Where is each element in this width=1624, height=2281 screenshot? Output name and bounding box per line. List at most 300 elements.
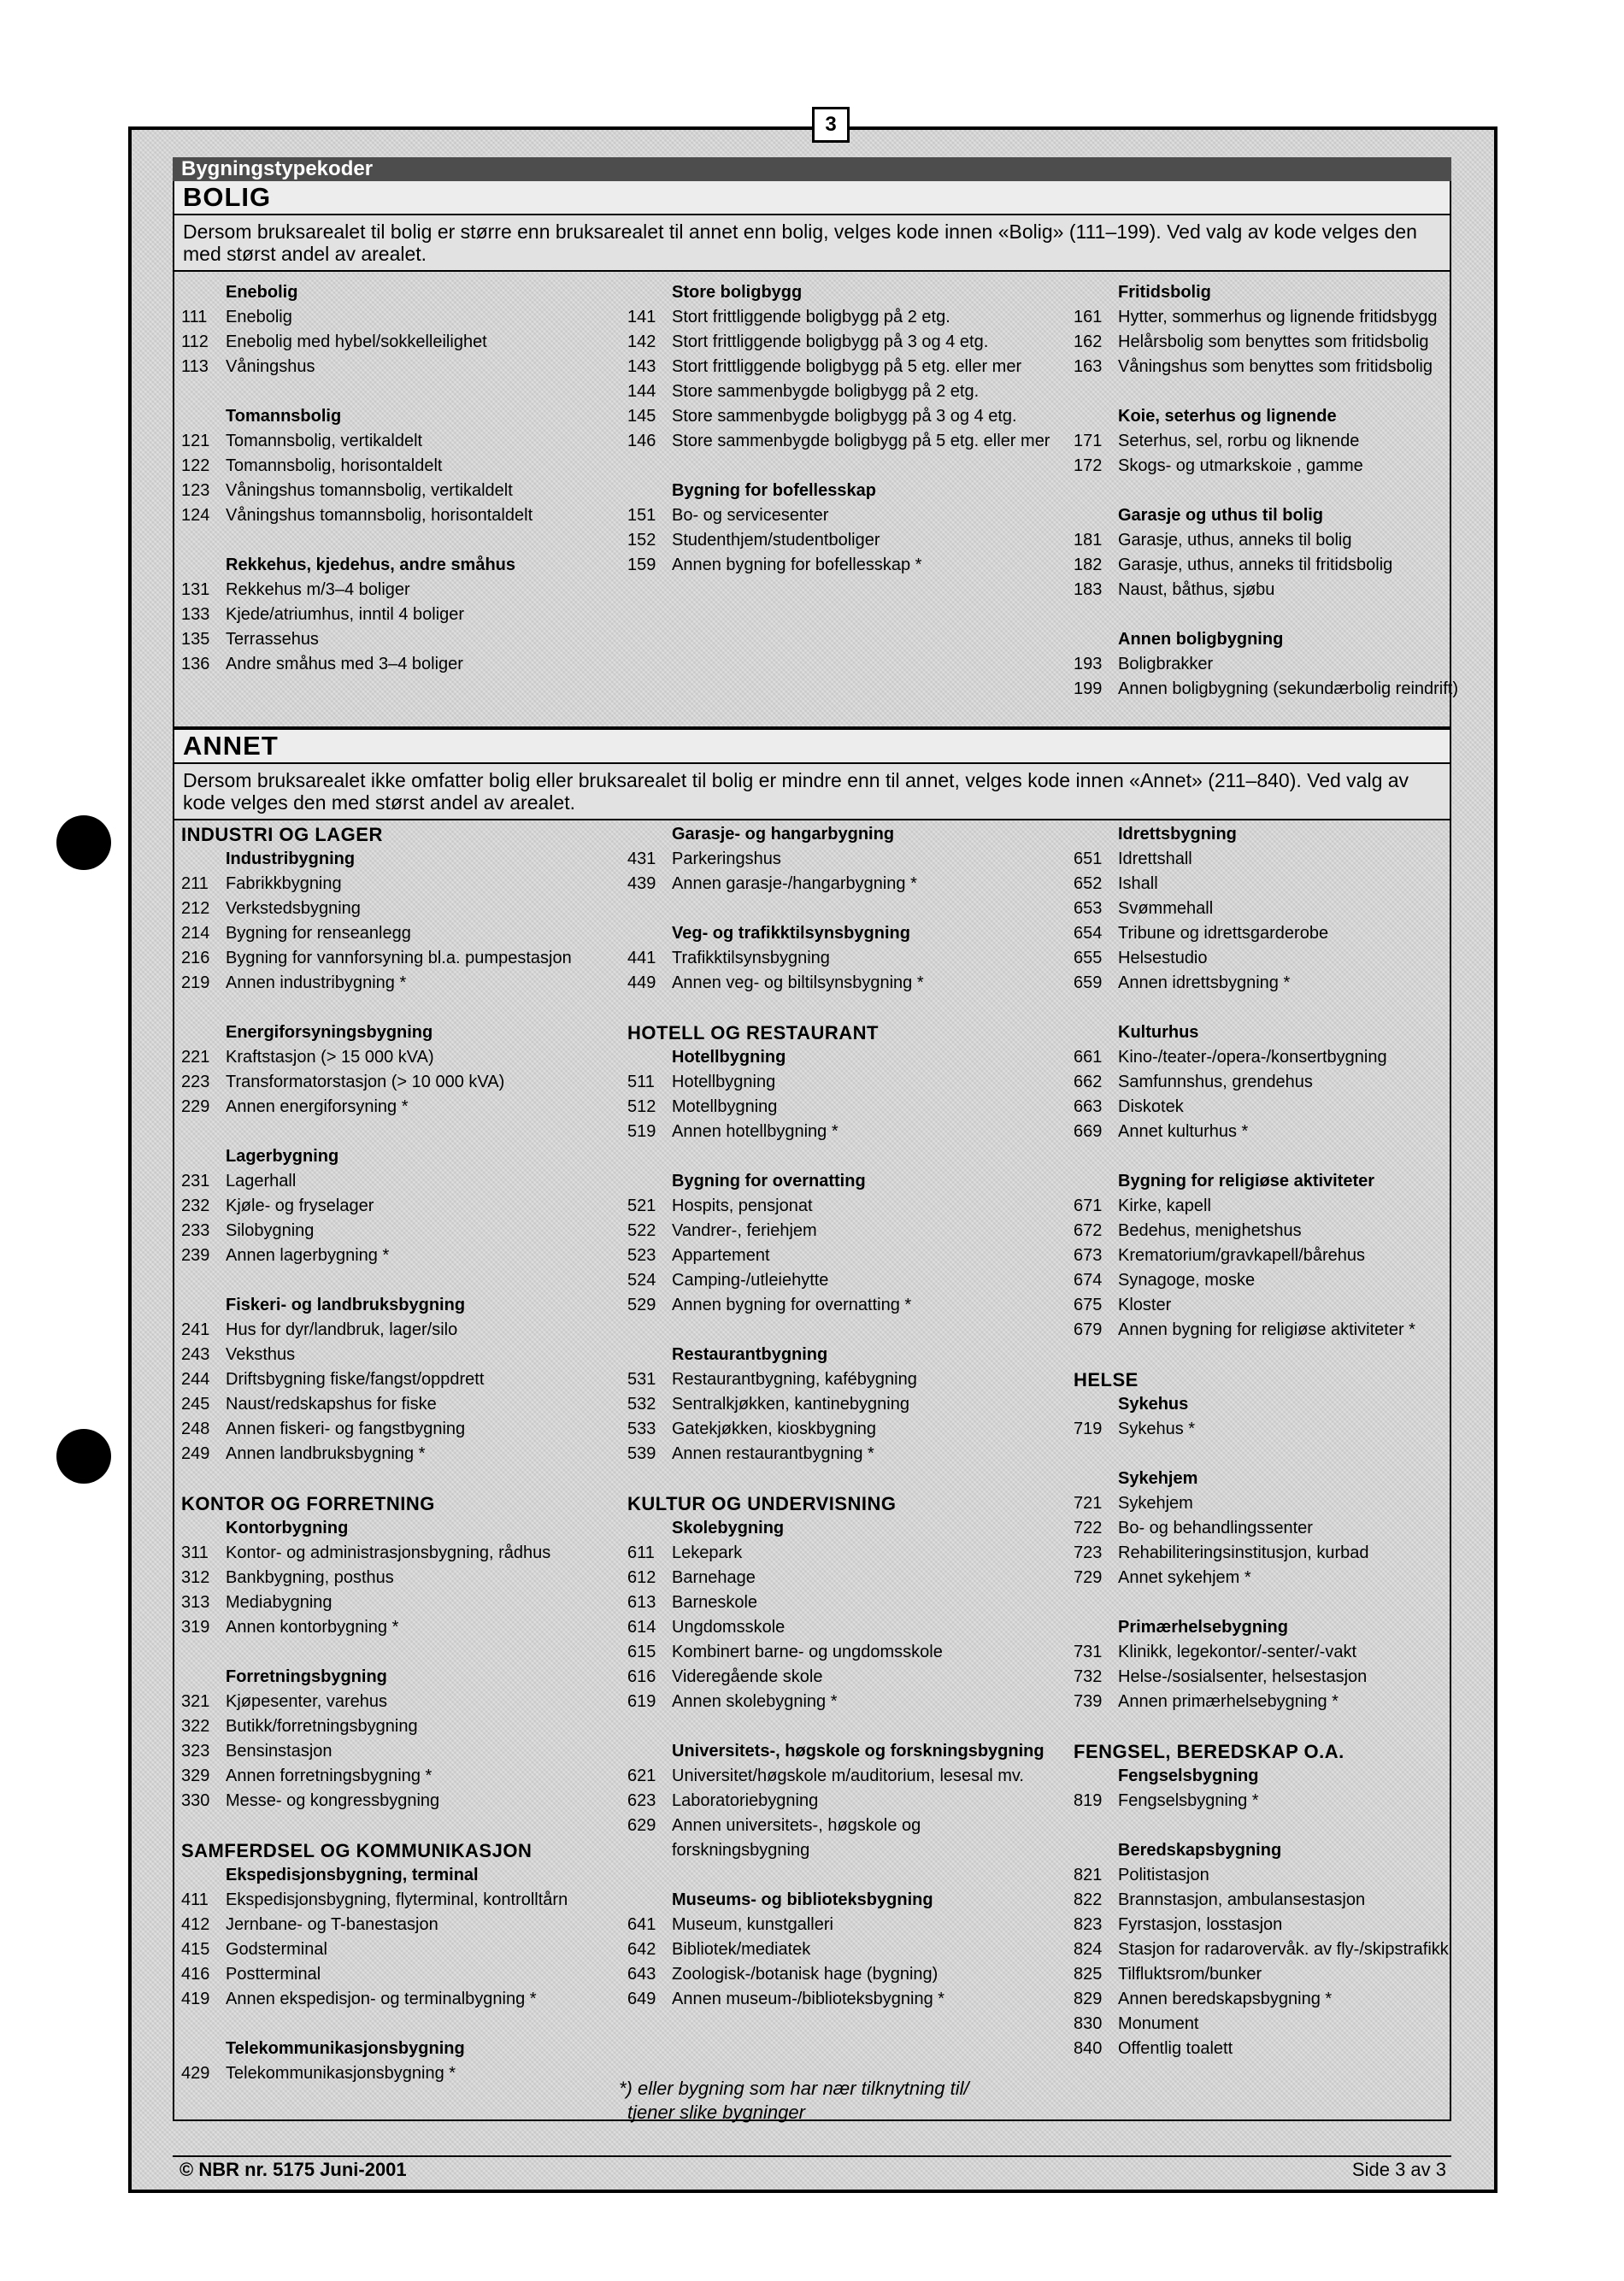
building-code: 719 [1074, 1420, 1103, 1438]
building-type-label: Offentlig toalett [1118, 2039, 1233, 2058]
building-code: 159 [627, 556, 656, 574]
building-type-label: Bankbygning, posthus [226, 1568, 394, 1587]
building-type-label: Naust/redskapshus for fiske [226, 1395, 437, 1414]
building-code: 721 [1074, 1494, 1103, 1513]
building-code: 823 [1074, 1915, 1103, 1934]
code-row [181, 971, 572, 996]
code-row [181, 921, 572, 946]
building-type-label: Garasje, uthus, anneks til fritidsbolig [1118, 556, 1393, 574]
building-code: 732 [1074, 1667, 1103, 1686]
code-row [181, 1714, 572, 1739]
code-row [1074, 1937, 1449, 1962]
building-code: 612 [627, 1568, 656, 1587]
building-type-label: Gatekjøkken, kioskbygning [672, 1420, 877, 1438]
code-row [181, 1169, 572, 1194]
building-type-label: Videregående skole [672, 1667, 823, 1686]
building-code: 524 [627, 1271, 656, 1290]
building-type-label: Verkstedsbygning [226, 899, 361, 918]
building-type-label: Lagerhall [226, 1172, 297, 1190]
building-code: 653 [1074, 899, 1103, 918]
building-code: 322 [181, 1717, 210, 1736]
code-row [181, 872, 572, 897]
building-type-label: Boligbrakker [1118, 655, 1214, 673]
building-type-label: Driftsbygning fiske/fangst/oppdrett [226, 1370, 485, 1389]
building-code: 143 [627, 357, 656, 376]
code-row [627, 1987, 1044, 2012]
building-code: 532 [627, 1395, 656, 1414]
building-type-label: Bibliotek/mediatek [672, 1940, 811, 1959]
building-type-label: Annen bygning for bofellesskap * [672, 556, 922, 574]
building-code: 329 [181, 1767, 210, 1785]
code-row [1074, 1690, 1449, 1714]
code-row [627, 1095, 1044, 1120]
code-row [181, 1417, 572, 1442]
building-type-label: Laboratoriebygning [672, 1791, 819, 1810]
code-row [627, 1640, 1044, 1665]
building-code: 669 [1074, 1122, 1103, 1141]
building-code: 663 [1074, 1097, 1103, 1116]
building-type-label: Bedehus, menighetshus [1118, 1221, 1302, 1240]
building-code: 523 [627, 1246, 656, 1265]
code-row [1074, 2037, 1449, 2061]
code-row [627, 1541, 1044, 1566]
group-heading: Primærhelsebygning [1118, 1618, 1288, 1637]
group-heading: Kulturhus [1118, 1023, 1199, 1042]
building-code: 674 [1074, 1271, 1103, 1290]
building-type-label: Garasje, uthus, anneks til bolig [1118, 531, 1352, 550]
code-row [181, 1590, 572, 1615]
building-type-label: Monument [1118, 2014, 1199, 2033]
building-type-label: Stasjon for radarovervåk. av fly-/skipstrafikk [1118, 1940, 1449, 1959]
building-code: 511 [627, 1073, 655, 1091]
code-row [1074, 872, 1449, 897]
building-type-label: Kjede/atriumhus, inntil 4 boliger [226, 605, 465, 624]
code-row [181, 603, 533, 627]
building-code: 330 [181, 1791, 210, 1810]
code-row [627, 1268, 1044, 1293]
group-heading: Koie, seterhus og lignende [1118, 407, 1337, 426]
code-row [1074, 1268, 1449, 1293]
building-type-label: Sentralkjøkken, kantinebygning [672, 1395, 909, 1414]
group-heading: Hotellbygning [672, 1048, 786, 1067]
building-type-label: Kjøpesenter, varehus [226, 1692, 387, 1711]
footnote-line-2: tjener slike bygninger [627, 2102, 805, 2123]
building-code: 221 [181, 1048, 210, 1067]
code-row [1074, 1491, 1449, 1516]
code-row [1074, 1095, 1449, 1120]
spacer [1074, 996, 1449, 1020]
building-code: 312 [181, 1568, 210, 1587]
category-heading: KULTUR OG UNDERVISNING [627, 1493, 897, 1514]
building-type-label: Tilfluktsrom/bunker [1118, 1965, 1262, 1984]
code-row [1074, 1219, 1449, 1243]
code-row [627, 1442, 1044, 1467]
building-code: 729 [1074, 1568, 1103, 1587]
building-code: 519 [627, 1122, 656, 1141]
building-code: 152 [627, 531, 656, 550]
group-heading: Forretningsbygning [226, 1667, 387, 1686]
building-type-label: Fyrstasjon, losstasjon [1118, 1915, 1283, 1934]
code-row [1074, 1045, 1449, 1070]
code-row [1074, 1417, 1449, 1442]
building-code: 439 [627, 874, 656, 893]
code-row [627, 1417, 1044, 1442]
building-code: 623 [627, 1791, 656, 1810]
building-code: 641 [627, 1915, 656, 1934]
spacer [181, 1268, 572, 1293]
building-code: 431 [627, 849, 656, 868]
building-type-label: Skogs- og utmarkskoie , gamme [1118, 456, 1363, 475]
building-type-label: Annen idrettsbygning * [1118, 973, 1291, 992]
spacer [181, 996, 572, 1020]
building-type-label: Mediabygning [226, 1593, 332, 1612]
spacer [1074, 479, 1458, 503]
building-code: 611 [627, 1543, 655, 1562]
building-type-label: Annen hotellbygning * [672, 1122, 838, 1141]
punch-hole-top [56, 815, 111, 870]
code-row [181, 1367, 572, 1392]
building-code: 659 [1074, 973, 1103, 992]
building-type-label: Brannstasjon, ambulansestasjon [1118, 1890, 1366, 1909]
code-row [627, 971, 1044, 996]
code-row [181, 897, 572, 921]
building-code: 142 [627, 332, 656, 351]
annet-intro: Dersom bruksarealet ikke omfatter bolig eller bruksarealet til bolig er mindre enn til annet, velges kode innen «Annet» (211–840). Ved valg av kode velges den med størst andel av arealet. [174, 764, 1450, 820]
building-type-label: Rekkehus m/3–4 boliger [226, 580, 410, 599]
building-type-label: Krematorium/gravkapell/bårehus [1118, 1246, 1366, 1265]
code-row [1074, 1962, 1449, 1987]
bolig-column-3 [1074, 280, 1458, 702]
building-type-label: Store sammenbygde boligbygg på 2 etg. [672, 382, 980, 401]
building-code: 122 [181, 456, 210, 475]
building-type-label: Jernbane- og T-banestasjon [226, 1915, 438, 1934]
group-heading: Bygning for religiøse aktiviteter [1118, 1172, 1375, 1190]
building-type-label: Annen ekspedisjon- og terminalbygning * [226, 1990, 537, 2008]
spacer [1074, 603, 1458, 627]
code-row [181, 627, 533, 652]
spacer [181, 528, 533, 553]
building-code: 613 [627, 1593, 656, 1612]
building-code: 829 [1074, 1990, 1103, 2008]
code-row [627, 330, 1050, 355]
code-row [1074, 847, 1449, 872]
category-heading: FENGSEL, BEREDSKAP O.A. [1074, 1741, 1345, 1762]
building-code: 111 [181, 308, 208, 326]
code-row [627, 1367, 1044, 1392]
code-row [181, 330, 533, 355]
building-type-label: Terrassehus [226, 630, 319, 649]
building-type-label: Fabrikkbygning [226, 874, 342, 893]
building-type-label: Annen forretningsbygning * [226, 1767, 432, 1785]
code-row [181, 1392, 572, 1417]
code-row [627, 1814, 1044, 1838]
building-type-label: Veksthus [226, 1345, 296, 1364]
building-type-label: Lekepark [672, 1543, 743, 1562]
code-row [627, 1789, 1044, 1814]
building-code: 211 [181, 874, 209, 893]
code-row [181, 429, 533, 454]
building-code: 131 [181, 580, 210, 599]
building-code: 181 [1074, 531, 1103, 550]
building-code: 182 [1074, 556, 1103, 574]
code-row [181, 305, 533, 330]
spacer [627, 1863, 1044, 1888]
code-row [627, 1194, 1044, 1219]
code-row [1074, 553, 1458, 578]
building-code: 521 [627, 1196, 656, 1215]
form-header: Bygningstypekoder [173, 157, 1451, 181]
building-type-label: Annen museum-/biblioteksbygning * [672, 1990, 945, 2008]
building-code: 241 [181, 1320, 210, 1339]
code-row [627, 305, 1050, 330]
annet-section [173, 728, 1451, 2121]
building-code: 529 [627, 1296, 656, 1314]
code-row [627, 946, 1044, 971]
building-type-label: Annen energiforsyning * [226, 1097, 409, 1116]
building-type-label: Politistasjon [1118, 1866, 1209, 1884]
building-type-label: Restaurantbygning, kafébygning [672, 1370, 917, 1389]
building-type-label: Annen bygning for religiøse aktiviteter * [1118, 1320, 1415, 1339]
building-code: 819 [1074, 1791, 1103, 1810]
building-type-label: Ungdomsskole [672, 1618, 786, 1637]
building-code: 643 [627, 1965, 656, 1984]
code-row [181, 1764, 572, 1789]
code-row [181, 1913, 572, 1937]
code-row [181, 578, 533, 603]
group-heading: Sykehus [1118, 1395, 1189, 1414]
building-code: 124 [181, 506, 210, 525]
building-type-label: Tomannsbolig, vertikaldelt [226, 432, 423, 450]
building-type-label: Kombinert barne- og ungdomsskole [672, 1643, 943, 1661]
building-type-label: Barnehage [672, 1568, 756, 1587]
building-code: 244 [181, 1370, 210, 1389]
building-type-label: Messe- og kongressbygning [226, 1791, 440, 1810]
building-type-label: Bygning for vannforsyning bl.a. pumpestasjon [226, 949, 572, 967]
code-row [181, 1690, 572, 1714]
building-type-label: Våningshus som benyttes som fritidsbolig [1118, 357, 1433, 376]
code-row [1074, 921, 1449, 946]
building-type-label: Postterminal [226, 1965, 321, 1984]
building-type-label: Kjøle- og fryselager [226, 1196, 374, 1215]
form-frame [128, 126, 1497, 2193]
building-type-label: Idrettshall [1118, 849, 1192, 868]
building-code: 171 [1074, 432, 1103, 450]
building-type-label: Andre småhus med 3–4 boliger [226, 655, 463, 673]
building-type-label: Hus for dyr/landbruk, lager/silo [226, 1320, 458, 1339]
building-code: 321 [181, 1692, 210, 1711]
building-type-label: Camping-/utleiehytte [672, 1271, 829, 1290]
group-heading: Skolebygning [672, 1519, 785, 1537]
building-code: 824 [1074, 1940, 1103, 1959]
building-code: 419 [181, 1990, 210, 2008]
building-type-label: Enebolig med hybel/sokkelleilighet [226, 332, 487, 351]
building-code: 145 [627, 407, 656, 426]
building-code: 199 [1074, 679, 1103, 698]
building-code: 212 [181, 899, 210, 918]
building-type-label: Annen landbruksbygning * [226, 1444, 426, 1463]
group-heading: Fengselsbygning [1118, 1767, 1259, 1785]
building-code: 679 [1074, 1320, 1103, 1339]
code-row [181, 652, 533, 677]
building-code: 161 [1074, 308, 1103, 326]
building-type-label: Vandrer-, feriehjem [672, 1221, 817, 1240]
spacer [181, 379, 533, 404]
code-row [1074, 1987, 1449, 2012]
building-type-label: Ishall [1118, 874, 1158, 893]
building-type-label: Store sammenbygde boligbygg på 3 og 4 etg. [672, 407, 1017, 426]
code-row [627, 429, 1050, 454]
group-heading: Energiforsyningsbygning [226, 1023, 433, 1042]
building-type-label: Helsestudio [1118, 949, 1208, 967]
building-type-label: Stort frittliggende boligbygg på 5 etg. eller mer [672, 357, 1022, 376]
group-heading: Idrettsbygning [1118, 825, 1237, 844]
building-type-label: Kloster [1118, 1296, 1172, 1314]
building-type-label: Helårsbolig som benyttes som fritidsbolig [1118, 332, 1429, 351]
group-heading: Restaurantbygning [672, 1345, 828, 1364]
annet-columns [174, 820, 1450, 2123]
building-type-label: Annen kontorbygning * [226, 1618, 399, 1637]
building-code: 123 [181, 481, 210, 500]
building-code: 144 [627, 382, 656, 401]
building-type-label: Våningshus tomannsbolig, horisontaldelt [226, 506, 533, 525]
spacer [1074, 1343, 1449, 1367]
code-row [1074, 454, 1458, 479]
building-type-label: Kraftstasjon (> 15 000 kVA) [226, 1048, 434, 1067]
building-type-label: Annet kulturhus * [1118, 1122, 1249, 1141]
code-row [627, 1566, 1044, 1590]
bolig-column-1 [181, 280, 533, 677]
building-code: 243 [181, 1345, 210, 1364]
code-row [181, 1615, 572, 1640]
code-row [627, 503, 1050, 528]
building-type-label: Annen boligbygning (sekundærbolig reindrift) [1118, 679, 1459, 698]
spacer [181, 1120, 572, 1144]
footnote-line-1: *) eller bygning som har nær tilknytning til/ [619, 2078, 969, 2099]
building-type-label: Kirke, kapell [1118, 1196, 1211, 1215]
code-row [627, 1120, 1044, 1144]
spacer [181, 1640, 572, 1665]
building-code: 146 [627, 432, 656, 450]
building-type-label: Enebolig [226, 308, 292, 326]
building-code: 231 [181, 1172, 210, 1190]
spacer [627, 454, 1050, 479]
spacer [1074, 1714, 1449, 1739]
building-code: 675 [1074, 1296, 1103, 1314]
group-heading: Fiskeri- og landbruksbygning [226, 1296, 466, 1314]
building-type-label: Annet sykehjem * [1118, 1568, 1251, 1587]
building-code: 449 [627, 973, 656, 992]
building-code: 441 [627, 949, 656, 967]
building-type-label: Stort frittliggende boligbygg på 3 og 4 etg. [672, 332, 989, 351]
building-type-label: Sykehus * [1118, 1420, 1196, 1438]
code-row [627, 1070, 1044, 1095]
code-row [627, 1913, 1044, 1937]
group-heading: Enebolig [226, 283, 298, 302]
building-type-label: Bo- og behandlingssenter [1118, 1519, 1313, 1537]
building-code: 672 [1074, 1221, 1103, 1240]
code-row [1074, 1913, 1449, 1937]
building-type-label: Annen industribygning * [226, 973, 407, 992]
building-type-label: Annen bygning for overnatting * [672, 1296, 912, 1314]
spacer [1074, 1590, 1449, 1615]
building-code: 319 [181, 1618, 210, 1637]
building-code: 151 [627, 506, 656, 525]
bolig-title: BOLIG [174, 181, 1450, 215]
building-code: 629 [627, 1816, 656, 1835]
code-row [627, 1615, 1044, 1640]
code-row [181, 1789, 572, 1814]
code-row [1074, 578, 1458, 603]
group-heading: Veg- og trafikktilsynsbygning [672, 924, 910, 943]
building-type-label: Hytter, sommerhus og lignende fritidsbygg [1118, 308, 1438, 326]
building-code: 249 [181, 1444, 210, 1463]
building-code: 619 [627, 1692, 656, 1711]
building-type-label: Annen fiskeri- og fangstbygning [226, 1420, 466, 1438]
building-code: 112 [181, 332, 209, 351]
building-code: 821 [1074, 1866, 1103, 1884]
code-row [627, 1392, 1044, 1417]
group-heading: Sykehjem [1118, 1469, 1198, 1488]
building-type-label: forskningsbygning [672, 1841, 810, 1860]
group-heading: Store boligbygg [672, 283, 803, 302]
code-row [181, 1566, 572, 1590]
building-type-label: Fengselsbygning * [1118, 1791, 1259, 1810]
building-type-label: Svømmehall [1118, 899, 1214, 918]
building-code: 411 [181, 1890, 209, 1909]
spacer [627, 1714, 1044, 1739]
building-type-label: Ekspedisjonsbygning, flyterminal, kontrolltårn [226, 1890, 568, 1909]
code-row [181, 1045, 572, 1070]
bolig-section [173, 181, 1459, 728]
category-heading: HOTELL OG RESTAURANT [627, 1022, 879, 1043]
building-code: 739 [1074, 1692, 1103, 1711]
code-row [1074, 897, 1449, 921]
code-row [1074, 528, 1458, 553]
code-row [1074, 429, 1458, 454]
building-type-label: Silobygning [226, 1221, 315, 1240]
code-row [181, 1541, 572, 1566]
building-type-label: Museum, kunstgalleri [672, 1915, 833, 1934]
building-type-label: Tomannsbolig, horisontaldelt [226, 456, 443, 475]
building-type-label: Motellbygning [672, 1097, 778, 1116]
code-row [181, 503, 533, 528]
building-type-label: Stort frittliggende boligbygg på 2 etg. [672, 308, 950, 326]
building-type-label: Parkeringshus [672, 849, 781, 868]
group-heading: Universitets-, høgskole og forskningsbygning [672, 1742, 1044, 1761]
code-row [181, 1888, 572, 1913]
building-code: 655 [1074, 949, 1103, 967]
building-type-label: Våningshus [226, 357, 315, 376]
code-row [627, 1937, 1044, 1962]
annet-column-1 [181, 822, 572, 2086]
code-row [181, 1343, 572, 1367]
category-heading: INDUSTRI OG LAGER [181, 824, 383, 845]
code-row [1074, 1541, 1449, 1566]
building-type-label: Bensinstasjon [226, 1742, 332, 1761]
building-code: 412 [181, 1915, 210, 1934]
building-code: 223 [181, 1073, 210, 1091]
code-row [1074, 355, 1458, 379]
group-heading: Rekkehus, kjedehus, andre småhus [226, 556, 516, 574]
code-row [1074, 1665, 1449, 1690]
group-heading: Lagerbygning [226, 1147, 339, 1166]
footnote [619, 2077, 969, 2125]
code-row [181, 1962, 572, 1987]
building-code: 616 [627, 1667, 656, 1686]
code-row [627, 553, 1050, 578]
building-type-label: Hotellbygning [672, 1073, 776, 1091]
code-row [627, 1764, 1044, 1789]
